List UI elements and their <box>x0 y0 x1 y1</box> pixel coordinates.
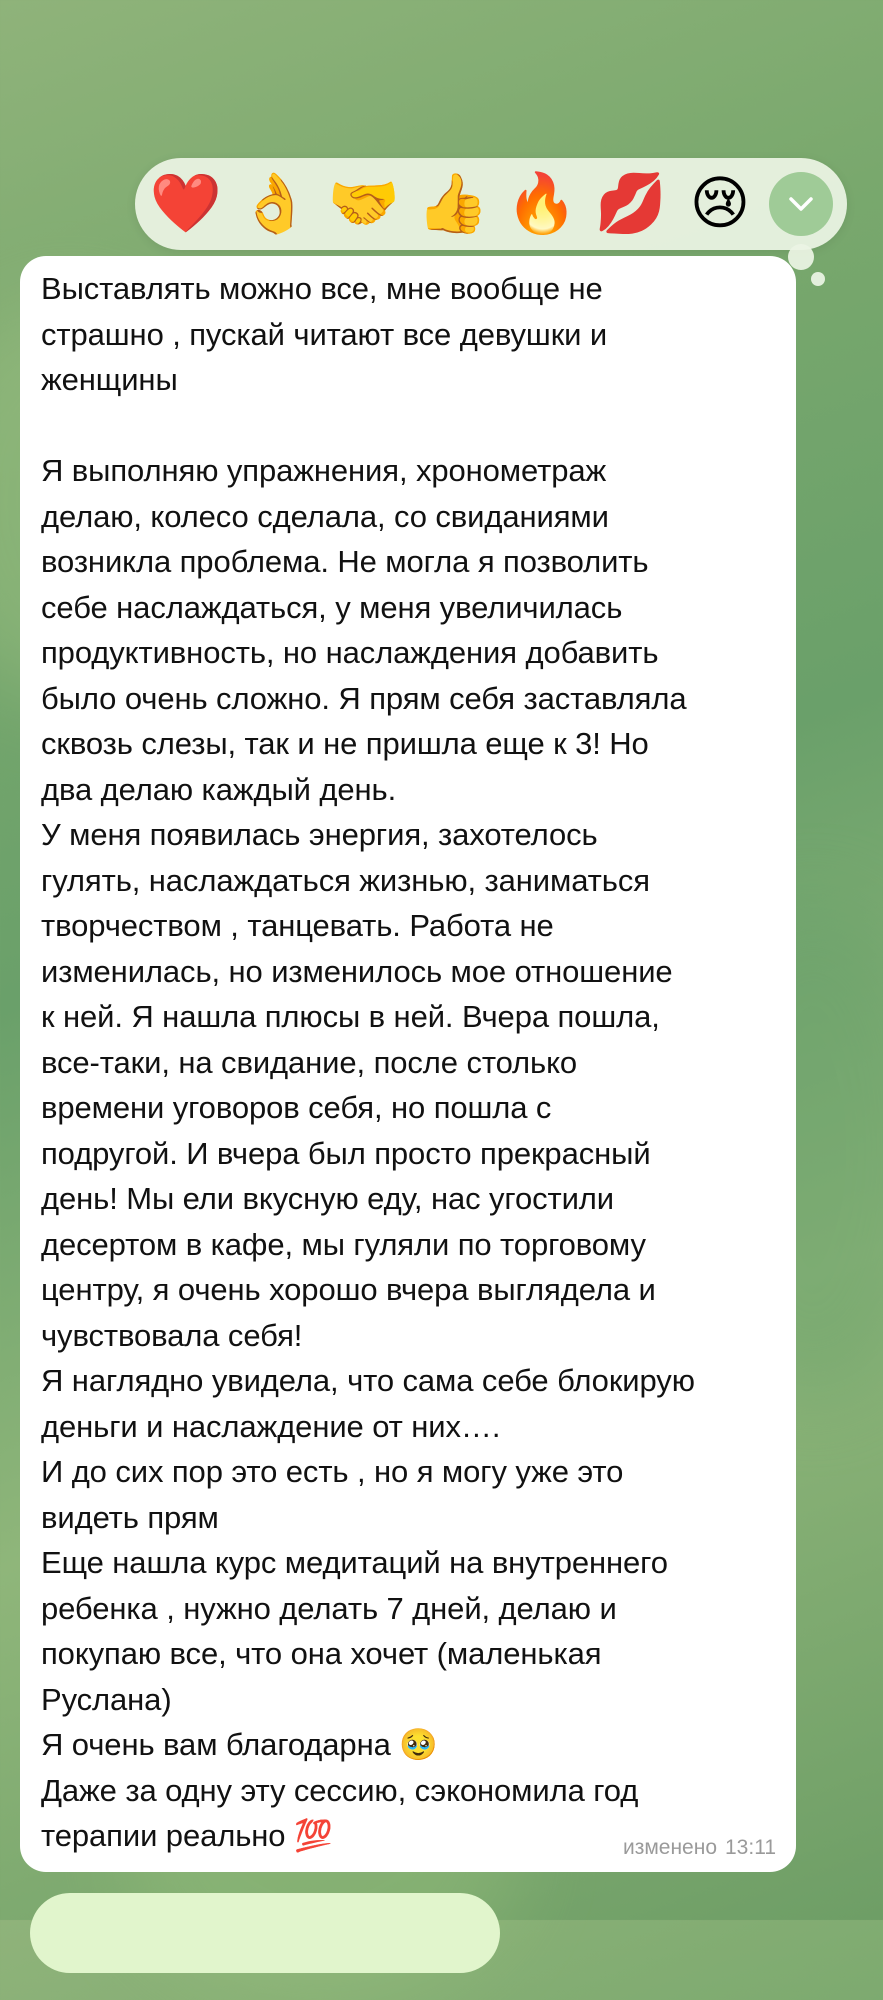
message-bubble[interactable] <box>20 256 796 1872</box>
chevron-down-icon <box>787 195 815 213</box>
message-time: 13:11 <box>725 1836 776 1859</box>
reaction-thumbs-up-button[interactable]: 👍 <box>416 171 490 236</box>
reaction-kiss-button[interactable]: 💋 <box>594 171 668 236</box>
reaction-fire-button[interactable]: 🔥 <box>505 171 579 236</box>
message-text: Выставлять можно все, мне вообще не страшно , пускай читают все девушки и женщины Я выполняю упражнения, хронометраж делаю, колесо сделала, со свиданиями возникла проблема. Не могла я позволить себе наслаждаться, у меня увеличилась продуктивность, но наслаждения добавить было очень сложно. Я прям себя заставляла сквозь слезы, так и не пришла еще к 3! Но два делаю каждый день. У меня появилась энергия, захотелось гулять, наслаждаться жизнью, заниматься творчеством , танцевать. Работа не изменилась, но изменилось мое отношение к ней. Я нашла плюсы в ней. Вчера пошла, все-таки, на свидание, после столько времени уговоров себя, но пошла с подругой. И вчера был просто прекрасный день! Мы ели вкусную еду, нас угостили десертом в кафе, мы гуляли по торговому центру, я очень хорошо вчера выглядела и чувствовала себя! Я наглядно увидела, что сама себе блокирую деньги и наслаждение от них…. И до сих пор это есть , но я могу уже это видеть прям Еще нашла курс медитаций на внутреннего ребенка , нужно делать 7 дней, делаю и покупаю все, что она хочет (маленькая Руслана) Я очень вам благодарна 🥹 Даже за одну эту сессию, сэкономила год терапии реально 💯 <box>41 271 695 1853</box>
reaction-handshake-button[interactable]: 🤝 <box>327 171 401 236</box>
message-meta <box>623 1836 776 1860</box>
next-message-bubble[interactable] <box>30 1893 500 1973</box>
reaction-bar-tail <box>811 272 825 286</box>
reaction-bar-tail <box>788 244 814 270</box>
reaction-crying-button[interactable]: 😢 <box>689 171 751 236</box>
expand-reactions-button[interactable] <box>769 172 833 236</box>
reaction-heart-button[interactable]: ❤️ <box>149 171 223 236</box>
edited-label: изменено <box>622 1836 717 1859</box>
reaction-picker <box>135 158 847 250</box>
reaction-ok-hand-button[interactable]: 👌 <box>238 171 312 236</box>
